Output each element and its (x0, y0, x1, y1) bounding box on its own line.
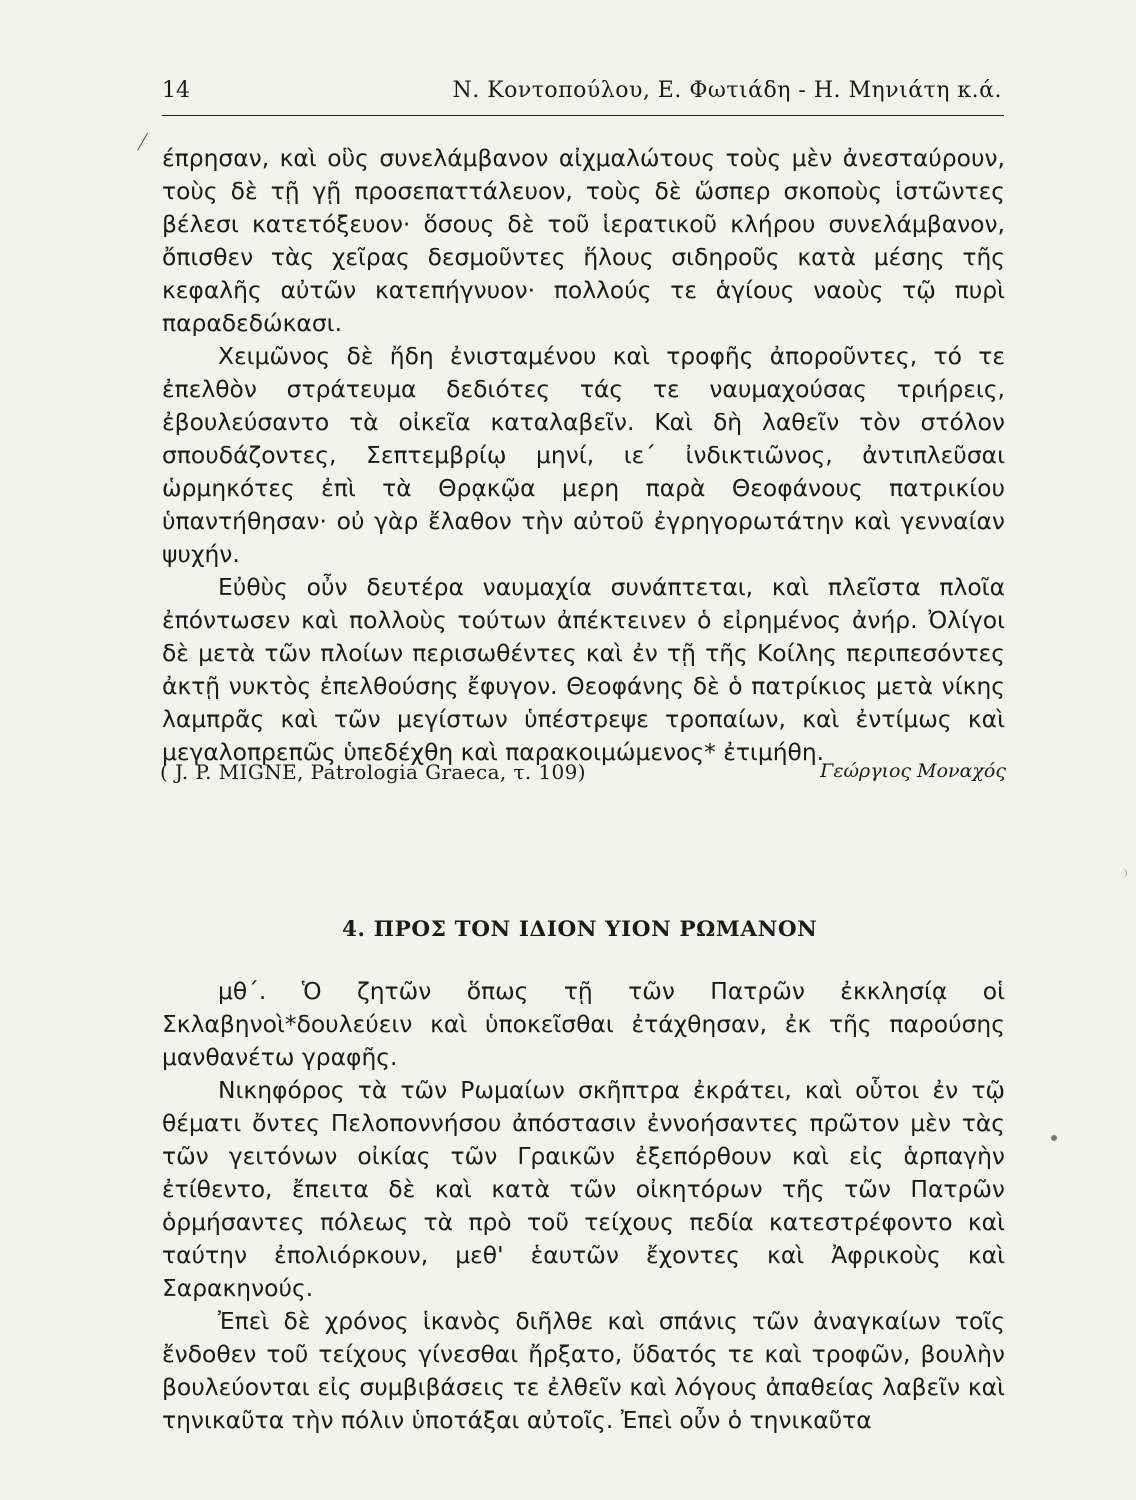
citation (160, 760, 1006, 792)
margin-mark (1120, 868, 1127, 878)
page-header (162, 78, 1002, 112)
paragraph: έπρησαν, καὶ οὓς συνελάμβανον αἰχμαλώτους τοὺς μὲν ἀνεσταύρουν, τοὺς δὲ τῇ γῇ προσεπαττάλευον, τοὺς δὲ ὥσπερ σκοποὺς ἱστῶντες βέλεσι κατετόξευον· ὅσους δὲ τοῦ ἱερατικοῦ κλήρου συνελάμβανον, ὄπισθεν τὰς χεῖρας δεσμοῦντες ἥλους σιδηροῦς κατὰ μέσης τῆς κεφαλῆς αὐτῶν κατεπήγνυον· πολλούς τε ἁγίους ναοὺς τῷ πυρὶ παραδεδώκασι. (162, 144, 1005, 337)
page-number: 14 (162, 78, 190, 103)
paragraph: Νικηφόρος τὰ τῶν Ρωμαίων σκῆπτρα ἐκράτει, καὶ οὗτοι ἐν τῷ θέματι ὄντες Πελοποννήσου ἀπόστασιν ἐννοήσαντες πρῶτον μὲν τὰς τῶν γειτόνων οἰκίας τῶν Γραικῶν ἐξεπόρθουν καὶ εἰς ἁρπαγὴν ἐτίθεντο, ἔπειτα δὲ καὶ κατὰ τῶν οἰκητόρων τῆς τῶν Πατρῶν ὁρμήσαντες πόλεως τὰ πρὸ τοῦ τείχους πεδία κατεστρέφοντο καὶ ταύτην ἐπολιόρκουν, μεθ' ἑαυτῶν ἔχοντες καὶ Ἀφρικοὺς καὶ Σαρακηνούς. (162, 1076, 1005, 1302)
passage-1 (162, 142, 1005, 769)
citation-source: ( J. P. MIGNE, Patrologia Graeca, τ. 109) (160, 760, 586, 784)
header-rule (162, 115, 1004, 116)
margin-pencil-mark (137, 133, 149, 151)
paragraph: μθ΄. Ὁ ζητῶν ὅπως τῇ τῶν Πατρῶν ἐκκλησίᾳ οἱ Σκλαβηνοὶ*δουλεύειν καὶ ὑποκεῖσθαι ἐτάχθησαν, ἐκ τῆς παρούσης μανθανέτω γραφῆς. (162, 977, 1005, 1071)
running-head: Ν. Κοντοπούλου, Ε. Φωτιάδη - Η. Μηνιάτη κ.ά. (452, 78, 1002, 103)
paragraph: Εὐθὺς οὖν δευτέρα ναυμαχία συνάπτεται, καὶ πλεῖστα πλοῖα ἐπόντωσεν καὶ πολλοὺς τούτων ἀπέκτεινεν ὁ εἰρημένος ἀνήρ. Ὀλίγοι δὲ μετὰ τῶν πλοίων περισωθέντες καὶ ἐν τῇ τῆς Κοίλης περιπεσόντες ἀκτῇ νυκτὸς ἐπελθούσης ἔφυγον. Θεοφάνης δὲ ὁ πατρίκιος μετὰ νίκης λαμπρᾶς καὶ τῶν μεγίστων ὑπέστρεψε τροπαίων, καὶ ἐντίμως καὶ μεγαλοπρεπῶς ὑπεδέχθη καὶ παρακοιμώμενος* ἐτιμήθη. (162, 573, 1005, 766)
paragraph: Ἐπεὶ δὲ χρόνος ἱκανὸς διῆλθε καὶ σπάνις τῶν ἀναγκαίων τοῖς ἔνδοθεν τοῦ τείχους γίνεσθαι ἤρξατο, ὕδατός τε καὶ τροφῶν, βουλὴν βουλεύονται εἰς συμβιβάσεις τε ἐλθεῖν καὶ λόγους ἀπαθείας λαβεῖν καὶ τηνικαῦτα τὴν πόλιν ὑποτάξαι αὐτοῖς. Ἐπεὶ οὖν ὁ τηνικαῦτα (162, 1307, 1005, 1434)
section-heading: 4. ΠΡΟΣ ΤΟΝ ΙΔΙΟΝ ΥΙΟΝ ΡΩΜΑΝΟΝ (342, 917, 818, 942)
margin-dot (1051, 1135, 1057, 1141)
citation-author: Γεώργιος Μοναχός (820, 760, 1006, 782)
paragraph: Χειμῶνος δὲ ἤδη ἐνισταμένου καὶ τροφῆς ἀποροῦντες, τό τε ἐπελθὸν στράτευμα δεδιότες τάς τε ναυμαχούσας τριήρεις, ἐβουλεύσαντο τὰ οἰκεῖα καταλαβεῖν. Καὶ δὴ λαθεῖν τὸν στόλον σπουδάζοντες, Σεπτεμβρίῳ μηνί, ιε΄ ἰνδικτιῶνος, ἀντιπλεῦσαι ὡρμηκότες ἐπὶ τὰ Θρᾳκῷα μερη παρὰ Θεοφάνους πατρικίου ὑπαντήθησαν· οὐ γὰρ ἔλαθον τὴν αὐτοῦ ἐγρηγορωτάτην καὶ γενναίαν ψυχήν. (162, 342, 1005, 568)
passage-2 (162, 975, 1005, 1437)
